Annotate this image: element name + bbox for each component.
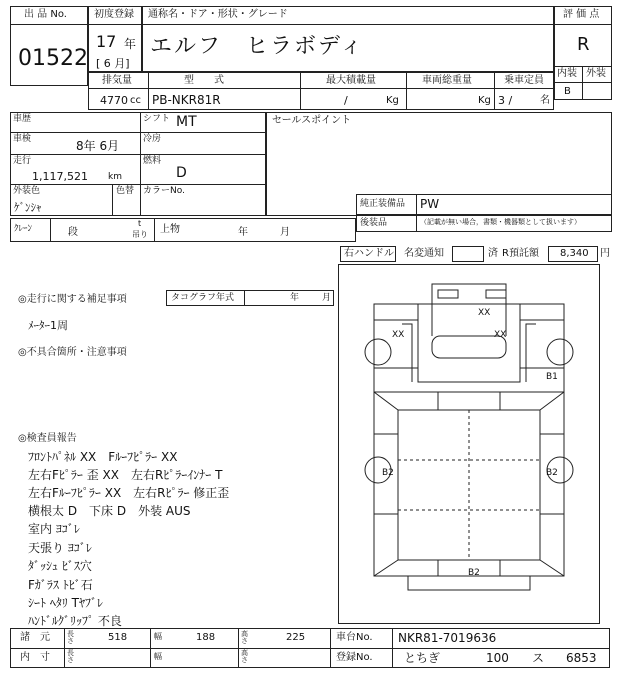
registration-class: 100 (486, 651, 509, 665)
recycle-label: R預託額 (502, 248, 539, 259)
aftermarket-label: 後装品 (360, 218, 388, 228)
exterior-color-value: ｹﾞﾝｼｬ (14, 201, 42, 214)
color-change-label: 色替 (116, 186, 135, 196)
registration-region: とちぎ (404, 651, 441, 665)
first-registration-label: 初度登録 (94, 9, 134, 20)
width-value: 188 (196, 632, 216, 643)
right-side-lower-mark: B2 (546, 468, 558, 478)
vehicle-name: エルフ ヒラボディ (150, 34, 365, 59)
year-unit: 年 (124, 37, 137, 51)
recycle-mark: 済 (488, 248, 498, 259)
vehicle-name-label: 通称名・ドア・形状・グレード (148, 9, 288, 20)
tachograph-year: 年 (290, 293, 300, 303)
mileage-value: 1,117,521 (32, 170, 88, 183)
height-value: 225 (286, 632, 306, 643)
inspection-value: 8年 6月 (76, 139, 120, 153)
crane-hang: 吊り (132, 230, 148, 239)
tachograph-month: 月 (322, 293, 332, 303)
displacement-unit: cc (130, 95, 141, 106)
first-registration-month: [ 6 月] (96, 57, 130, 70)
capacity-value: 3 / (498, 94, 513, 107)
loading-label: 上物 (160, 224, 180, 235)
interior-label: 内装 (557, 68, 577, 79)
fuel-value: D (176, 165, 187, 181)
overall-grade: R (577, 34, 590, 55)
length-value: 518 (108, 632, 128, 643)
exterior-color-label: 外装色 (13, 186, 41, 196)
max-load-unit: Kg (386, 95, 399, 106)
travel-remarks-title: ◎走行に関する補足事項 (18, 294, 127, 305)
gross-weight-label: 車両総重量 (422, 75, 472, 86)
shift-label: シフト (143, 114, 171, 124)
max-load-label: 最大積載量 (326, 75, 376, 86)
inspector-line: 左右Fﾋﾟﾗｰ 歪 XX 左右Rﾋﾟﾗｰｲﾝﾅｰ T (28, 468, 223, 482)
registration-kana: ス (532, 651, 545, 665)
recycle-amount: 8,340 (560, 248, 589, 259)
lot-number: 01522 (18, 46, 88, 71)
grade-label: 評 価 点 (563, 9, 600, 20)
gross-weight-unit: Kg (478, 95, 491, 106)
front-left-mark: XX (392, 330, 405, 340)
crane-ton: t (138, 219, 142, 228)
front-top-mark: XX (478, 308, 491, 318)
width-label: 幅 (154, 632, 162, 641)
rear-mark: B2 (468, 568, 480, 578)
defect-remarks-title: ◎不具合箇所・注意事項 (18, 347, 127, 358)
exterior-label: 外装 (586, 68, 606, 79)
front-right-mark: XX (494, 330, 507, 340)
crane-stage: 段 (68, 227, 78, 238)
shift-value: MT (176, 114, 197, 130)
history-block (10, 112, 266, 216)
chassis-label: 車台No. (336, 632, 373, 643)
crane-label: ｸﾚｰﾝ (14, 224, 33, 234)
length-label: 長さ (67, 630, 74, 645)
inspector-line: Fｶﾞﾗｽ ﾄﾋﾞ石 (28, 578, 93, 592)
displacement-value: 4770 (100, 94, 128, 107)
name-change-box (452, 246, 484, 262)
chassis-number: NKR81-7019636 (398, 631, 497, 645)
travel-note: ﾒｰﾀｰ1周 (28, 319, 68, 332)
color-code-label: カラーNo. (143, 186, 185, 196)
left-side-mark: B2 (382, 468, 394, 478)
fuel-label: 燃料 (143, 156, 162, 166)
lot-number-label: 出 品 No. (24, 9, 67, 20)
registration-number: 6853 (566, 651, 597, 665)
inspector-line: ﾊﾝﾄﾞﾙｸﾞﾘｯﾌﾟ 不良 (28, 614, 122, 628)
loading-month: 月 (280, 227, 290, 238)
specs-label: 諸 元 (20, 632, 50, 643)
model-label: 型 式 (184, 75, 224, 86)
inspector-line: 室内 ﾖｺﾞﾚ (28, 522, 80, 536)
inner-height-label: 高さ (241, 649, 248, 664)
ac-label: 冷房 (143, 134, 162, 144)
capacity-label: 乗車定員 (504, 75, 544, 86)
inspector-line: 左右Fﾙｰﾌﾋﾟﾗｰ XX 左右Rﾋﾟﾗｰ 修正歪 (28, 486, 230, 500)
capacity-unit: 名 (540, 95, 550, 106)
inspector-line: 天張り ﾖｺﾞﾚ (28, 541, 92, 555)
first-registration-year: 17 (96, 32, 117, 51)
inner-width-label: 幅 (154, 652, 162, 661)
name-change-label: 名変通知 (404, 248, 444, 259)
crane-row (10, 218, 356, 242)
inspection-label: 車検 (13, 134, 32, 144)
mileage-unit: km (108, 172, 122, 182)
tachograph-label: タコグラフ年式 (171, 293, 235, 303)
interior-score: B (564, 86, 571, 97)
height-label: 高さ (241, 630, 248, 645)
right-side-mark: B1 (546, 372, 558, 382)
inspector-report-title: ◎検査員報告 (18, 433, 77, 444)
inspector-line: ﾌﾛﾝﾄﾊﾟﾈﾙ XX Fﾙｰﾌﾋﾟﾗｰ XX (28, 450, 178, 464)
inspector-line: ﾀﾞｯｼｭ ﾋﾞｽ穴 (28, 559, 92, 573)
yen-unit: 円 (600, 248, 610, 259)
inner-length-label: 長さ (67, 649, 74, 664)
inspector-line: ｼｰﾄ ﾍﾀﾘ Tﾔﾌﾞﾚ (28, 596, 103, 610)
inspector-line: 横根太 D 下床 D 外装 AUS (28, 504, 191, 518)
displacement-label: 排気量 (102, 75, 132, 86)
mileage-label: 走行 (13, 156, 32, 166)
aftermarket-note: （記載が無い場合，書類・機器類として扱います） (420, 218, 581, 226)
loading-year: 年 (238, 227, 248, 238)
sales-point-label: セールスポイント (272, 115, 352, 126)
history-label: 車歴 (13, 114, 32, 124)
equipment-value: PW (420, 197, 440, 211)
max-load-value: / (344, 94, 348, 107)
inner-dims-label: 内 寸 (20, 652, 50, 663)
equipment-label: 純正装備品 (360, 199, 406, 209)
registration-label: 登録No. (336, 652, 373, 663)
right-hand-drive: 右ハンドル (344, 248, 394, 259)
model-value: PB-NKR81R (152, 93, 221, 107)
